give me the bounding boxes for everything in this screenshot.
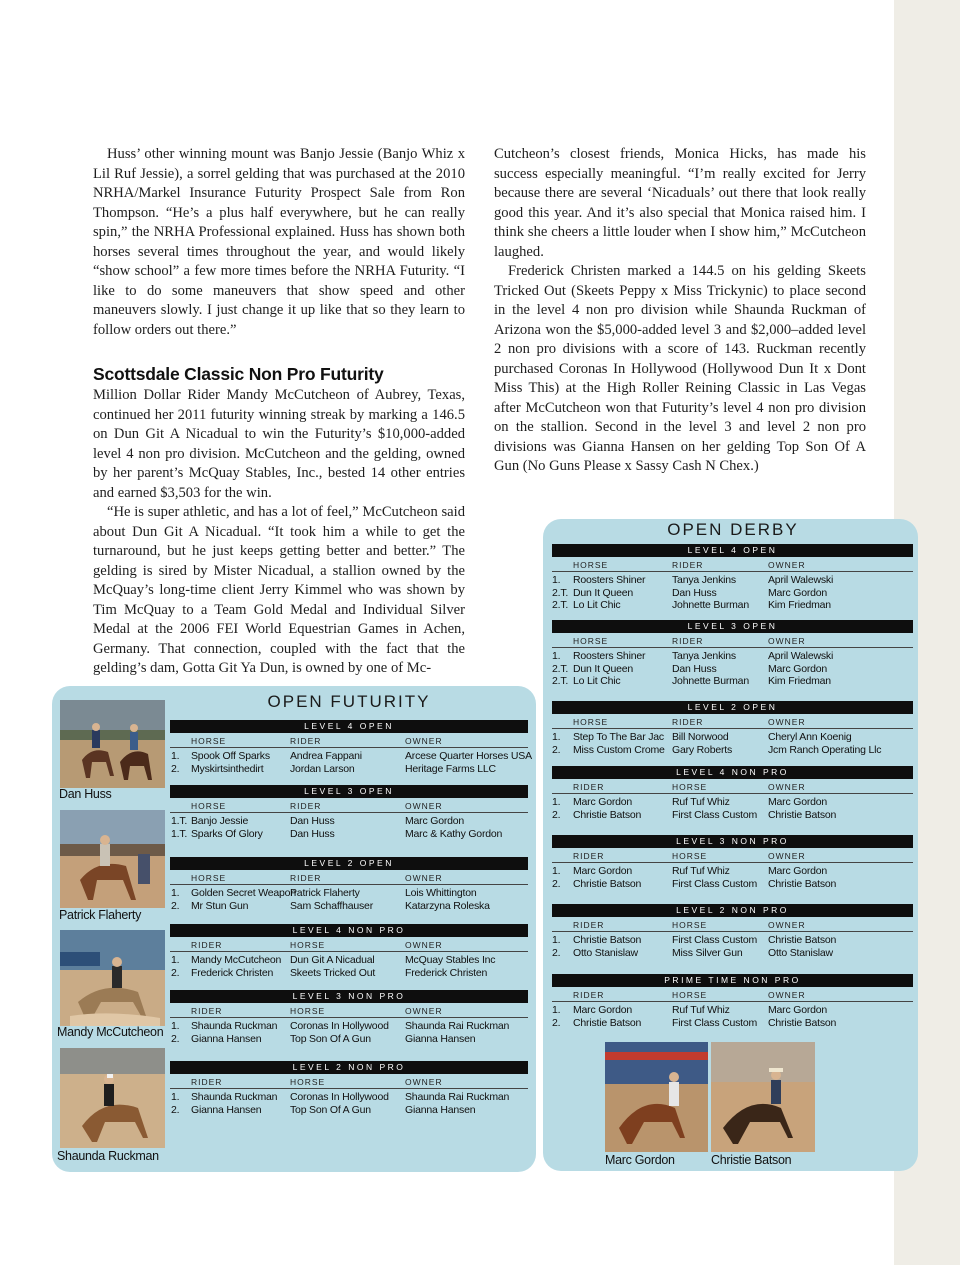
header-rule — [170, 747, 528, 748]
article-paragraph: Cutcheon’s closest friends, Monica Hicks, has made his success especially meaningful. “I’m really excited for Jerry because there are several ‘Nicaduals’ out there that look really good this year. And it’s also special that Monica raised him. I think she cheers a little louder when I show him,” McCutcheon laughed. — [494, 146, 866, 260]
placing: 2. — [552, 1016, 561, 1029]
header-rule — [552, 728, 913, 729]
column-header: OWNER — [405, 1077, 443, 1087]
result-cell: April Walewski — [768, 650, 834, 662]
header-rule — [170, 1017, 528, 1018]
column-header: RIDER — [672, 717, 704, 727]
placing: 2.T. — [552, 675, 569, 687]
placing: 1.T. — [171, 815, 188, 827]
result-cell: Cheryl Ann Koenig — [768, 731, 852, 743]
header-rule — [170, 1088, 528, 1089]
placing: 1. — [171, 1020, 180, 1032]
placing: 1. — [552, 574, 561, 586]
placing: 1. — [552, 934, 561, 946]
open-derby-title: OPEN DERBY — [667, 520, 799, 539]
column-header: HORSE — [573, 636, 609, 646]
level-bar: LEVEL 4 OPEN — [552, 544, 913, 557]
column-header: OWNER — [768, 717, 806, 727]
level-bar: PRIME TIME NON PRO — [552, 974, 913, 987]
result-cell: Lo Lit Chic — [573, 675, 621, 687]
result-cell: Ruf Tuf Whiz — [672, 796, 730, 808]
placing: 2. — [552, 877, 561, 890]
placing: 2. — [171, 1104, 180, 1116]
column-header: HORSE — [672, 851, 708, 861]
column-header: RIDER — [191, 1006, 223, 1016]
placing: 2. — [171, 900, 180, 912]
header-rule — [552, 1001, 913, 1002]
result-cell: Johnette Burman — [672, 675, 749, 687]
level-bar: LEVEL 2 NON PRO — [552, 904, 913, 917]
result-cell: Arcese Quarter Horses USA — [405, 750, 532, 762]
result-cell: Mandy McCutcheon — [191, 954, 282, 966]
column-header: OWNER — [768, 782, 806, 792]
header-rule — [170, 812, 528, 813]
column-header: OWNER — [405, 1006, 443, 1016]
placing: 1. — [552, 796, 561, 808]
result-cell: Christie Batson — [768, 808, 837, 821]
article-column-right — [494, 145, 866, 477]
result-cell: Coronas In Hollywood — [290, 1020, 389, 1032]
article-paragraph: Million Dollar Rider Mandy McCutcheon of Aubrey, Texas, continued her 2011 futurity winning streak by marking a 146.5 on Dun Git A Nicadual to win the Futurity’s $10,000-added level 4 non pro division. McCutcheon and the gelding, owned by her parent’s McQuay Stables, Inc., bested 14 other entries and earned $3,503 for the win. — [93, 387, 465, 501]
level-bar: LEVEL 4 NON PRO — [170, 924, 528, 937]
column-header: HORSE — [573, 560, 609, 570]
result-cell: Gianna Hansen — [191, 1104, 262, 1116]
column-header: HORSE — [672, 920, 708, 930]
result-cell: First Class Custom — [672, 1016, 758, 1029]
result-cell: Myskirtsinthedirt — [191, 763, 264, 775]
result-cell: Shaunda Rai Ruckman — [405, 1020, 510, 1032]
column-header: OWNER — [405, 873, 443, 883]
result-cell: Marc Gordon — [768, 1004, 828, 1016]
result-cell: Top Son Of A Gun — [290, 1104, 371, 1116]
column-header: HORSE — [672, 990, 708, 1000]
column-header: OWNER — [768, 851, 806, 861]
result-cell: Tanya Jenkins — [672, 650, 736, 662]
result-cell: Gianna Hansen — [405, 1104, 476, 1116]
result-cell: Lo Lit Chic — [573, 599, 621, 611]
result-cell: Patrick Flaherty — [290, 887, 360, 899]
column-header: HORSE — [290, 1077, 326, 1087]
placing: 2. — [171, 967, 180, 979]
result-cell: Sparks Of Glory — [191, 828, 263, 840]
column-header: RIDER — [573, 782, 605, 792]
result-cell: Miss Custom Crome — [573, 743, 665, 756]
placing: 1. — [171, 954, 180, 966]
column-header: RIDER — [290, 801, 322, 811]
result-cell: Christie Batson — [573, 877, 642, 890]
caption-patrick-flaherty: Patrick Flaherty — [59, 908, 142, 922]
header-rule — [552, 793, 913, 794]
column-header: RIDER — [191, 940, 223, 950]
result-cell: Marc Gordon — [573, 865, 633, 877]
result-cell: Marc Gordon — [768, 662, 828, 675]
result-cell: First Class Custom — [672, 877, 758, 890]
column-header: RIDER — [290, 736, 322, 746]
result-cell: Kim Friedman — [768, 675, 831, 687]
result-cell: McQuay Stables Inc — [405, 954, 496, 966]
placing: 1. — [552, 650, 561, 662]
column-header: OWNER — [768, 990, 806, 1000]
placing: 2. — [552, 946, 561, 959]
result-cell: Frederick Christen — [191, 967, 274, 979]
result-cell: Heritage Farms LLC — [405, 763, 496, 775]
result-cell: Christie Batson — [573, 808, 642, 821]
column-header: RIDER — [191, 1077, 223, 1087]
level-bar: LEVEL 3 NON PRO — [552, 835, 913, 848]
result-cell: Top Son Of A Gun — [290, 1033, 371, 1045]
placing: 2.T. — [552, 599, 569, 611]
result-cell: Gianna Hansen — [405, 1033, 476, 1045]
column-header: RIDER — [573, 851, 605, 861]
header-rule — [552, 647, 913, 648]
result-cell: Sam Schaffhauser — [290, 900, 373, 912]
result-cell: Dun It Queen — [573, 662, 634, 675]
result-cell: Dan Huss — [672, 662, 717, 675]
placing: 1.T. — [171, 828, 188, 840]
placing: 2. — [171, 1033, 180, 1045]
placing: 2.T. — [552, 586, 569, 599]
result-cell: Lois Whittington — [405, 887, 477, 899]
placing: 2. — [552, 808, 561, 821]
placing: 2. — [171, 763, 180, 775]
article-paragraph: Huss’ other winning mount was Banjo Jessie (Banjo Whiz x Lil Ruf Jessie), a sorrel gelding that was purchased at the 2010 NRHA/Markel Insurance Futurity Prospect Sale from Ron Thompson. “He’s a plus half everywhere, but he can really spin,” the NRHA Professional explained. Huss has shown both horses several times throughout the year, and would likely “show school” a few more times before the NRHA Futurity. “I like to do some maneuvers that show speed and other maneuvers slowly. I just change it up like that so they learn to follow orders out there.” — [93, 146, 465, 338]
open-futurity-title: OPEN FUTURITY — [267, 692, 431, 711]
result-cell: Jcm Ranch Operating Llc — [768, 743, 882, 756]
caption-marc-gordon: Marc Gordon — [605, 1153, 675, 1167]
caption-mandy-mccutcheon: Mandy McCutcheon — [57, 1025, 164, 1039]
result-cell: Gary Roberts — [672, 743, 733, 756]
section-heading: Scottsdale Classic Non Pro Futurity — [93, 364, 384, 384]
header-rule — [552, 862, 913, 863]
result-cell: Marc Gordon — [573, 796, 633, 808]
header-rule — [170, 884, 528, 885]
result-cell: Christie Batson — [768, 934, 837, 946]
result-cell: Johnette Burman — [672, 599, 749, 611]
result-cell: Dun It Queen — [573, 586, 634, 599]
column-header: HORSE — [290, 1006, 326, 1016]
photo-marc-gordon — [605, 1042, 708, 1152]
article-column-left — [93, 145, 465, 679]
photo-shaunda-ruckman — [60, 1048, 165, 1148]
placing: 1. — [171, 887, 180, 899]
result-cell: Roosters Shiner — [573, 650, 646, 662]
column-header: HORSE — [191, 801, 227, 811]
result-cell: Andrea Fappani — [290, 750, 362, 762]
header-rule — [170, 951, 528, 952]
placing: 1. — [171, 1091, 180, 1103]
column-header: OWNER — [768, 920, 806, 930]
result-cell: Marc Gordon — [768, 586, 828, 599]
column-header: HORSE — [290, 940, 326, 950]
result-cell: Marc & Kathy Gordon — [405, 828, 503, 840]
article-paragraph: “He is super athletic, and has a lot of feel,” McCutcheon said about Dun Git A Nicadual. “It took him a while to get the turnaround, but he just keeps getting better and better.” The gelding is sired by Mister Nicadual, a stallion owned by the McQuay’s long-time client Jerry Kimmel who was shown by Tim McQuay to a Team Gold Medal and Individual Silver Medal at the 2006 FEI World Equestrian Games in Achen, Germany. That connection, coupled with the fact that the gelding’s dam, Gotta Git Ya Dun, is owned by one of Mc- — [93, 504, 465, 676]
placing: 2.T. — [552, 662, 569, 675]
result-cell: Jordan Larson — [290, 763, 355, 775]
result-cell: Marc Gordon — [405, 815, 465, 827]
column-header: OWNER — [405, 940, 443, 950]
result-cell: Christie Batson — [768, 877, 837, 890]
result-cell: Shaunda Ruckman — [191, 1091, 278, 1103]
column-header: RIDER — [573, 990, 605, 1000]
caption-shaunda-ruckman: Shaunda Ruckman — [57, 1149, 159, 1163]
header-rule — [552, 931, 913, 932]
level-bar: LEVEL 4 OPEN — [170, 720, 528, 733]
result-cell: Otto Stanislaw — [573, 946, 638, 959]
result-cell: Step To The Bar Jac — [573, 731, 664, 743]
column-header: RIDER — [672, 560, 704, 570]
placing: 1. — [552, 865, 561, 877]
result-cell: Katarzyna Roleska — [405, 900, 490, 912]
caption-dan-huss: Dan Huss — [59, 787, 112, 801]
column-header: HORSE — [191, 873, 227, 883]
column-header: RIDER — [573, 920, 605, 930]
column-header: RIDER — [672, 636, 704, 646]
level-bar: LEVEL 2 NON PRO — [170, 1061, 528, 1074]
result-cell: Banjo Jessie — [191, 815, 249, 827]
column-header: HORSE — [672, 782, 708, 792]
caption-christie-batson: Christie Batson — [711, 1153, 792, 1167]
result-cell: Christie Batson — [573, 934, 642, 946]
result-cell: Spook Off Sparks — [191, 750, 270, 762]
result-cell: Kim Friedman — [768, 599, 831, 611]
placing: 1. — [171, 750, 180, 762]
level-bar: LEVEL 3 OPEN — [170, 785, 528, 798]
placing: 1. — [552, 731, 561, 743]
result-cell: Ruf Tuf Whiz — [672, 865, 730, 877]
result-cell: Mr Stun Gun — [191, 900, 249, 912]
level-bar: LEVEL 3 OPEN — [552, 620, 913, 633]
photo-christie-batson — [711, 1042, 815, 1152]
level-bar: LEVEL 2 OPEN — [170, 857, 528, 870]
photo-mandy-mccutcheon — [60, 930, 165, 1026]
result-cell: Dan Huss — [290, 815, 335, 827]
result-cell: Christie Batson — [573, 1016, 642, 1029]
result-cell: Tanya Jenkins — [672, 574, 736, 586]
placing: 1. — [552, 1004, 561, 1016]
result-cell: Bill Norwood — [672, 731, 729, 743]
result-cell: Frederick Christen — [405, 967, 488, 979]
column-header: OWNER — [405, 801, 443, 811]
result-cell: Marc Gordon — [768, 865, 828, 877]
result-cell: April Walewski — [768, 574, 834, 586]
result-cell: Gianna Hansen — [191, 1033, 262, 1045]
column-header: OWNER — [768, 560, 806, 570]
column-header: HORSE — [573, 717, 609, 727]
level-bar: LEVEL 3 NON PRO — [170, 990, 528, 1003]
header-rule — [552, 571, 913, 572]
result-cell: Miss Silver Gun — [672, 946, 743, 959]
column-header: RIDER — [290, 873, 322, 883]
result-cell: Shaunda Rai Ruckman — [405, 1091, 510, 1103]
placing: 2. — [552, 743, 561, 756]
result-cell: Roosters Shiner — [573, 574, 646, 586]
result-cell: Dan Huss — [290, 828, 335, 840]
result-cell: Marc Gordon — [768, 796, 828, 808]
article-paragraph: Frederick Christen marked a 144.5 on his gelding Skeets Tricked Out (Skeets Peppy x Miss Trickynic) to place second in the level 4 non pro division while Shaunda Ruckman of Arizona won the $5,000-added level 3 and $2,000–added level 2 non pro divisions with a score of 143. Ruckman recently purchased Coronas In Hollywood (Hollywood Dun It x Dont Miss This) at the High Roller Reining Classic in Las Vegas after McCutcheon won that Futurity’s level 4 non pro division on the stallion. Second in the level 3 and level 2 non pro divisions was Gianna Hansen on her gelding Top Son Of A Gun (No Guns Please x Sassy Cash N Chex.) — [494, 263, 866, 474]
column-header: HORSE — [191, 736, 227, 746]
column-header: OWNER — [768, 636, 806, 646]
photo-patrick-flaherty — [60, 810, 165, 908]
result-cell: Dun Git A Nicadual — [290, 954, 375, 966]
column-header: OWNER — [405, 736, 443, 746]
result-cell: First Class Custom — [672, 808, 758, 821]
level-bar: LEVEL 4 NON PRO — [552, 766, 913, 779]
result-cell: Marc Gordon — [573, 1004, 633, 1016]
photo-dan-huss — [60, 700, 165, 788]
result-cell: Christie Batson — [768, 1016, 837, 1029]
result-cell: Ruf Tuf Whiz — [672, 1004, 730, 1016]
result-cell: Otto Stanislaw — [768, 946, 833, 959]
result-cell: First Class Custom — [672, 934, 758, 946]
result-cell: Skeets Tricked Out — [290, 967, 376, 979]
result-cell: Shaunda Ruckman — [191, 1020, 278, 1032]
level-bar: LEVEL 2 OPEN — [552, 701, 913, 714]
result-cell: Dan Huss — [672, 586, 717, 599]
result-cell: Golden Secret Weapon — [191, 887, 296, 899]
result-cell: Coronas In Hollywood — [290, 1091, 389, 1103]
